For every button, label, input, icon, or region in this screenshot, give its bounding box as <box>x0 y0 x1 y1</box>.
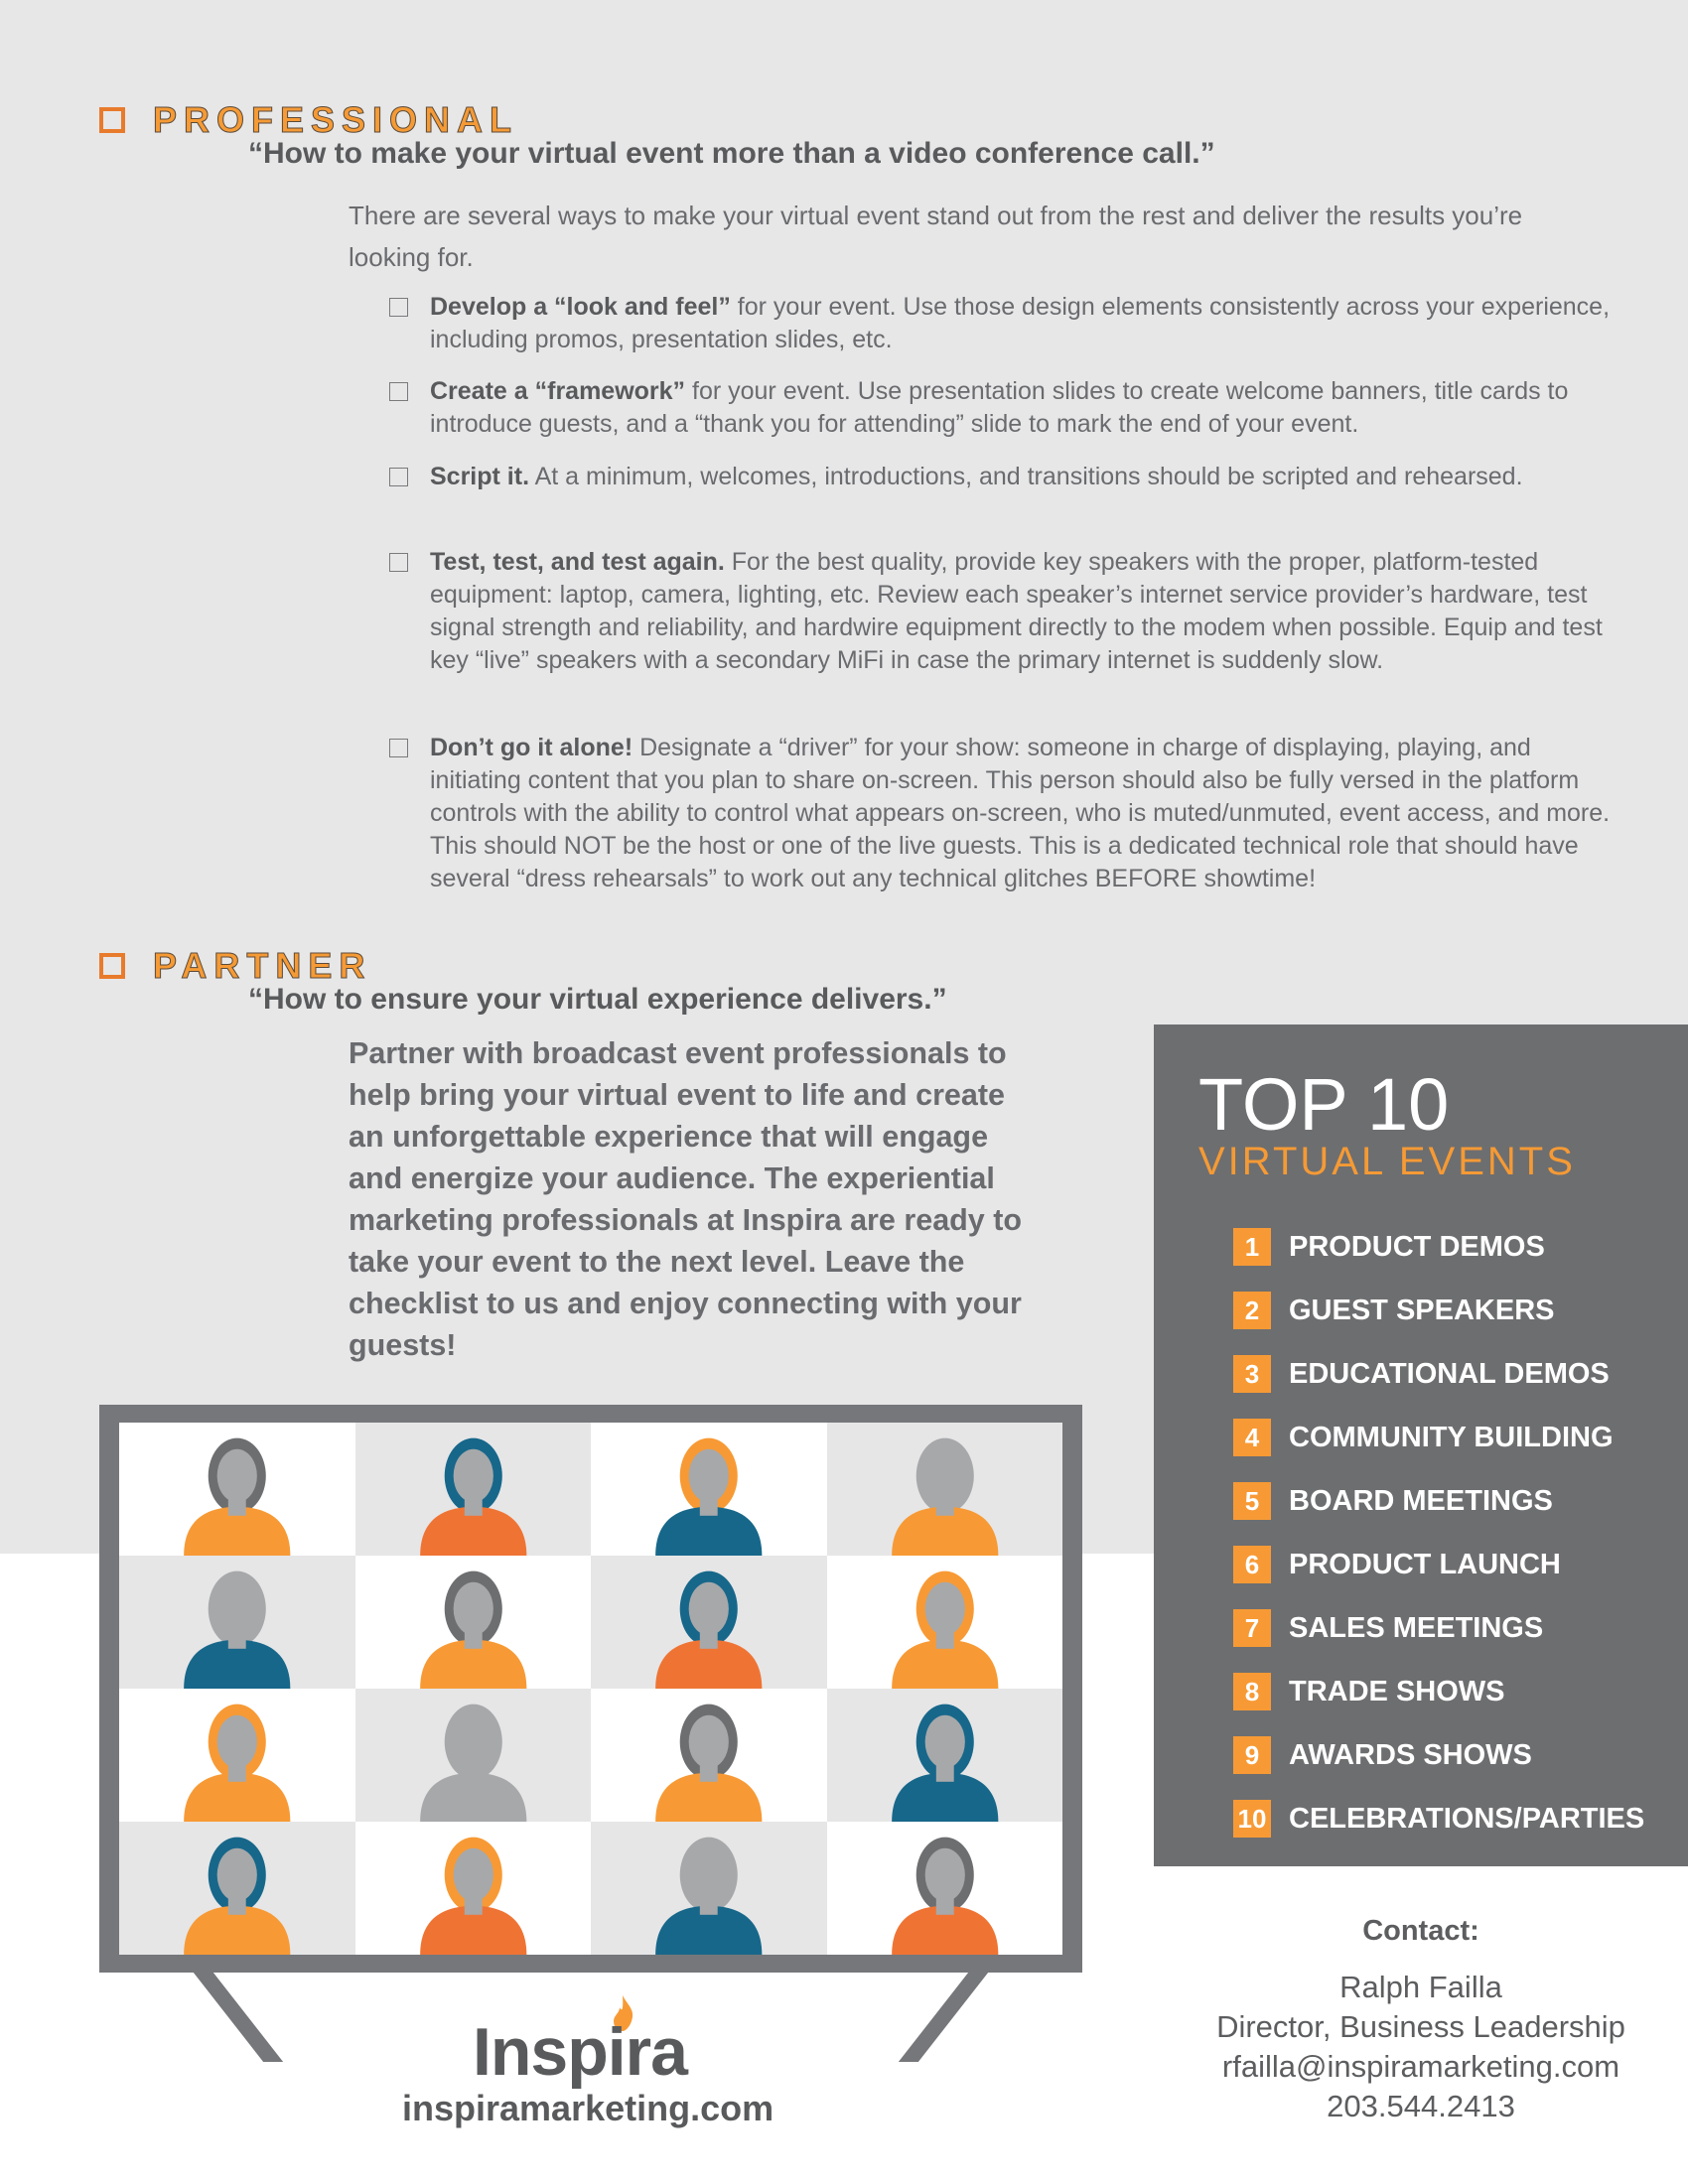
brand-logo: Inspira <box>473 2014 687 2090</box>
partner-heading <box>99 945 371 987</box>
video-call-grid <box>119 1423 1062 1955</box>
person-silhouette-icon <box>827 1689 1063 1822</box>
number-badge: 2 <box>1233 1292 1271 1329</box>
checkbox-icon <box>389 739 408 757</box>
list-item-label: PRODUCT LAUNCH <box>1289 1548 1561 1580</box>
person-silhouette-icon <box>827 1556 1063 1689</box>
list-item-label: BOARD MEETINGS <box>1289 1484 1553 1517</box>
checklist-item <box>389 732 1611 895</box>
checkbox-icon <box>389 298 408 317</box>
item-bold-label: Don’t go it alone! <box>430 734 633 761</box>
top10-subtitle: VIRTUAL EVENTS <box>1198 1140 1576 1183</box>
number-badge: 10 <box>1233 1800 1271 1838</box>
person-silhouette-icon <box>591 1423 827 1556</box>
checkbox-icon <box>389 553 408 572</box>
tv-illustration <box>99 1405 1082 1973</box>
item-text: For the best quality, provide key speakers with the proper, platform-tested equipment: laptop, camera, lighting, etc. Review each speaker’s internet service provider’s hardware, test signal strength and reliability, and hardwire equipment directly to the modem when possible. Equip and test key “live” speakers with a secondary MiFi in case the primary internet is suddenly slow. <box>430 548 1603 674</box>
contact-phone[interactable]: 203.544.2413 <box>1327 2089 1515 2123</box>
list-item-label: CELEBRATIONS/PARTIES <box>1289 1802 1645 1835</box>
checkbox-icon <box>389 382 408 401</box>
video-tile <box>355 1423 592 1556</box>
checkbox-icon <box>99 107 125 133</box>
list-item <box>1233 1596 1644 1660</box>
partner-body: Partner with broadcast event professionals to help bring your virtual event to life and create an unforgettable experience that will engage and energize your audience. The experiential marketing professionals at Inspira are ready to take your event to the next level. Leave the checklist to us and enjoy connecting with your guests! <box>349 1036 1023 1362</box>
person-silhouette-icon <box>591 1556 827 1689</box>
list-item-label: SALES MEETINGS <box>1289 1611 1544 1644</box>
list-item <box>1233 1215 1644 1279</box>
person-silhouette-icon <box>355 1423 592 1556</box>
list-item <box>1233 1660 1644 1723</box>
professional-intro: There are several ways to make your virtual event stand out from the rest and deliver the results you’re looking for. <box>349 201 1523 272</box>
number-badge: 6 <box>1233 1546 1271 1583</box>
person-silhouette-icon <box>591 1822 827 1955</box>
video-tile <box>827 1423 1063 1556</box>
brand-url[interactable]: inspiramarketing.com <box>402 2088 774 2128</box>
list-item-label: TRADE SHOWS <box>1289 1675 1505 1707</box>
professional-title: PROFESSIONAL <box>153 99 519 140</box>
list-item-label: AWARDS SHOWS <box>1289 1738 1532 1771</box>
item-bold-label: Develop a “look and feel” <box>430 293 731 321</box>
video-tile <box>119 1556 355 1689</box>
contact-name: Ralph Failla <box>1339 1970 1502 2004</box>
item-bold-label: Create a “framework” <box>430 377 686 405</box>
person-silhouette-icon <box>827 1423 1063 1556</box>
number-badge: 3 <box>1233 1355 1271 1393</box>
video-tile <box>355 1556 592 1689</box>
person-silhouette-icon <box>355 1689 592 1822</box>
list-item-label: COMMUNITY BUILDING <box>1289 1421 1614 1453</box>
person-silhouette-icon <box>827 1822 1063 1955</box>
contact-role: Director, Business Leadership <box>1216 2009 1625 2044</box>
video-tile <box>827 1556 1063 1689</box>
person-silhouette-icon <box>591 1689 827 1822</box>
contact-email[interactable]: rfailla@inspiramarketing.com <box>1221 2049 1620 2084</box>
list-item-label: EDUCATIONAL DEMOS <box>1289 1357 1610 1390</box>
tv-leg-left <box>194 1973 283 2062</box>
item-bold-label: Test, test, and test again. <box>430 548 725 576</box>
list-item-label: GUEST SPEAKERS <box>1289 1294 1555 1326</box>
video-tile <box>591 1689 827 1822</box>
list-item <box>1233 1533 1644 1596</box>
list-item <box>1233 1406 1644 1469</box>
contact-block <box>1154 1911 1688 2126</box>
list-item <box>1233 1279 1644 1342</box>
list-item-label: PRODUCT DEMOS <box>1289 1230 1545 1263</box>
checklist-item <box>389 461 1611 493</box>
list-item <box>1233 1342 1644 1406</box>
person-silhouette-icon <box>119 1556 355 1689</box>
number-badge: 7 <box>1233 1609 1271 1647</box>
item-text: for your event. Use those design elements consistently across your experience, including promos, presentation slides, etc. <box>430 293 1611 353</box>
video-tile <box>591 1556 827 1689</box>
number-badge: 9 <box>1233 1736 1271 1774</box>
video-tile <box>119 1423 355 1556</box>
checkbox-icon <box>99 953 125 979</box>
number-badge: 5 <box>1233 1482 1271 1520</box>
list-item <box>1233 1723 1644 1787</box>
video-tile <box>119 1689 355 1822</box>
video-tile <box>119 1822 355 1955</box>
checklist-item <box>389 546 1611 677</box>
video-tile <box>591 1423 827 1556</box>
person-silhouette-icon <box>119 1423 355 1556</box>
list-item <box>1233 1469 1644 1533</box>
person-silhouette-icon <box>355 1822 592 1955</box>
video-tile <box>827 1689 1063 1822</box>
professional-heading <box>99 99 518 141</box>
partner-title: PARTNER <box>153 945 372 986</box>
video-tile <box>827 1822 1063 1955</box>
professional-quote: “How to make your virtual event more than a video conference call.” <box>248 137 1215 170</box>
tv-leg-right <box>899 1973 988 2062</box>
checklist-item <box>389 375 1611 441</box>
item-text: Designate a “driver” for your show: someone in charge of displaying, playing, and initiating content that you plan to share on-screen. This person should also be fully versed in the platform controls with the ability to control what appears on-screen, who is muted/unmuted, event access, and more. This should NOT be the host or one of the live guests. This is a dedicated technical role that should have several “dress rehearsals” to work out any technical glitches BEFORE showtime! <box>430 734 1611 892</box>
video-tile <box>355 1689 592 1822</box>
item-bold-label: Script it. <box>430 463 530 490</box>
list-item <box>1233 1787 1644 1850</box>
checklist-item <box>389 291 1611 356</box>
top10-panel <box>1154 1024 1688 1866</box>
partner-quote: “How to ensure your virtual experience delivers.” <box>248 983 947 1016</box>
contact-label: Contact: <box>1362 1915 1479 1947</box>
number-badge: 8 <box>1233 1673 1271 1710</box>
video-tile <box>355 1822 592 1955</box>
checkbox-icon <box>389 468 408 486</box>
number-badge: 1 <box>1233 1228 1271 1266</box>
number-badge: 4 <box>1233 1419 1271 1456</box>
top10-title: TOP 10 <box>1198 1063 1450 1146</box>
item-text: for your event. Use presentation slides to create welcome banners, title cards to introduce guests, and a “thank you for attending” slide to mark the end of your event. <box>430 377 1569 438</box>
person-silhouette-icon <box>119 1689 355 1822</box>
top10-list <box>1233 1215 1644 1850</box>
item-text: At a minimum, welcomes, introductions, and transitions should be scripted and rehearsed. <box>529 463 1523 490</box>
person-silhouette-icon <box>355 1556 592 1689</box>
person-silhouette-icon <box>119 1822 355 1955</box>
video-tile <box>591 1822 827 1955</box>
